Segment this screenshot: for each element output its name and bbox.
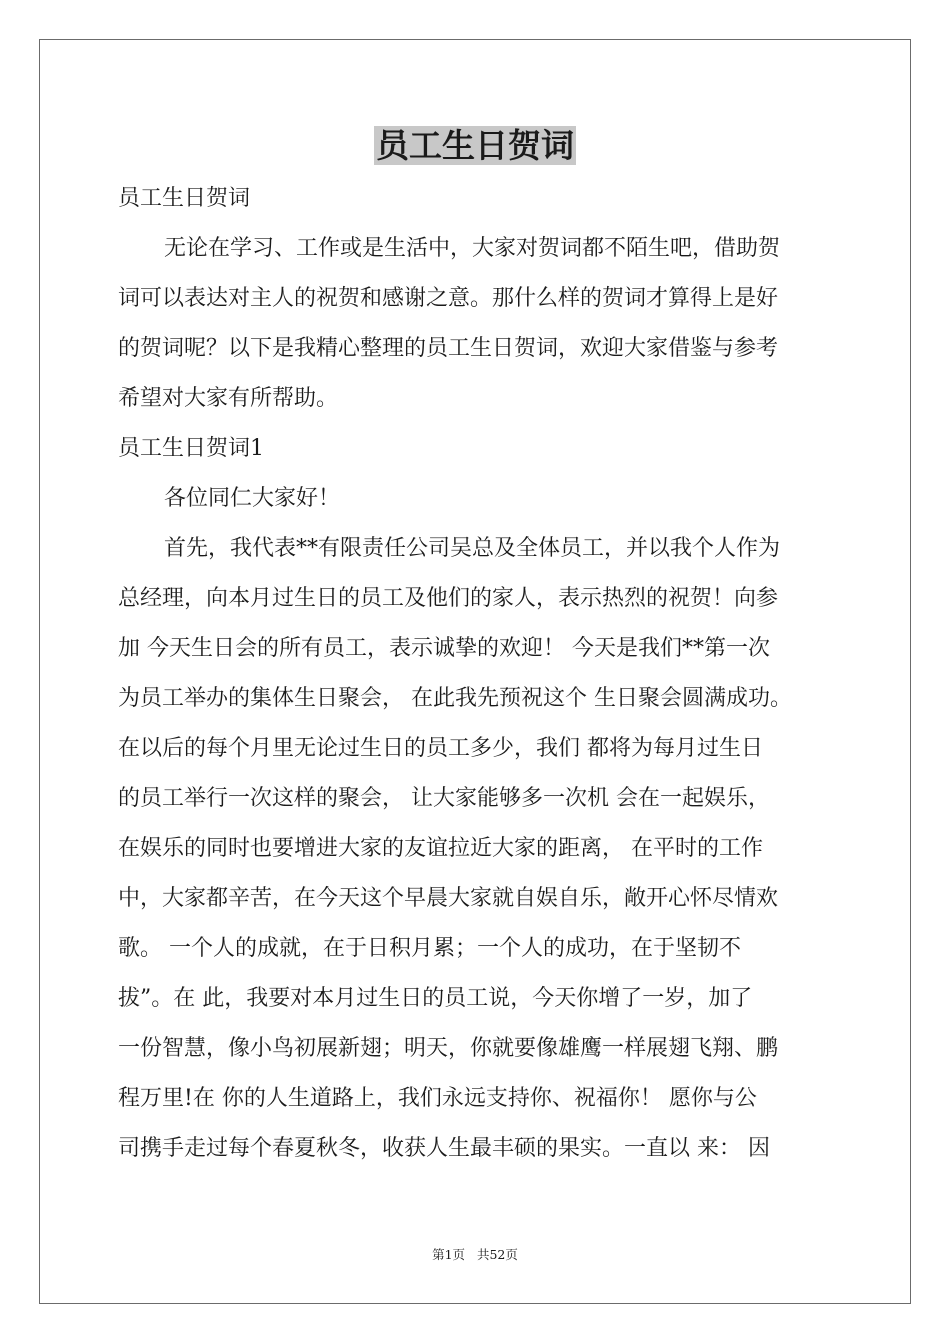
body-line: 希望对大家有所帮助。: [118, 386, 339, 411]
body-line: 各位同仁大家好！: [164, 486, 341, 511]
document-title-text: 员工生日贺词: [376, 126, 574, 165]
body-line: 词可以表达对主人的祝贺和感谢之意。那什么样的贺词才算得上是好: [118, 286, 779, 311]
body-line: 在娱乐的同时也要增进大家的友谊拉近大家的距离， 在平时的工作: [118, 836, 763, 861]
body-line: 司携手走过每个春夏秋冬，收获人生最丰硕的果实。一直以 来： 因: [118, 1136, 770, 1161]
page-border: [39, 39, 911, 1304]
body-line: 的贺词呢？以下是我精心整理的员工生日贺词，欢迎大家借鉴与参考: [118, 336, 779, 361]
body-line: 加 今天生日会的所有员工，表示诚挚的欢迎！ 今天是我们**第一次: [118, 636, 770, 661]
body-line: 为员工举办的集体生日聚会， 在此我先预祝这个 生日聚会圆满成功。: [118, 686, 792, 711]
body-line: 无论在学习、工作或是生活中，大家对贺词都不陌生吧，借助贺: [164, 236, 781, 261]
page-footer: 第1页 共52页: [432, 1247, 518, 1262]
body-line: 歌。 一个人的成就，在于日积月累；一个人的成功，在于坚韧不: [118, 936, 741, 961]
body-line: 一份智慧，像小鸟初展新翅；明天，你就要像雄鹰一样展翅飞翔、鹏: [118, 1036, 779, 1061]
body-line: 拔”。在 此，我要对本月过生日的员工说，今天你增了一岁，加了: [118, 986, 753, 1011]
subtitle-line: 员工生日贺词: [118, 186, 251, 211]
body-line: 首先，我代表**有限责任公司吴总及全体员工，并以我个人作为: [164, 536, 781, 561]
body-line: 中，大家都辛苦，在今天这个早晨大家就自娱自乐，敞开心怀尽情欢: [118, 886, 779, 911]
body-line: 在以后的每个月里无论过生日的员工多少，我们 都将为每月过生日: [118, 736, 763, 761]
section-heading: 员工生日贺词1: [118, 436, 264, 461]
document-title: [0, 124, 950, 168]
body-line: 的员工举行一次这样的聚会， 让大家能够多一次机 会在一起娱乐，: [118, 786, 770, 811]
body-line: 程万里!在 你的人生道路上，我们永远支持你、祝福你！ 愿你与公: [118, 1086, 757, 1111]
body-line: 总经理，向本月过生日的员工及他们的家人，表示热烈的祝贺！向参: [118, 586, 779, 611]
